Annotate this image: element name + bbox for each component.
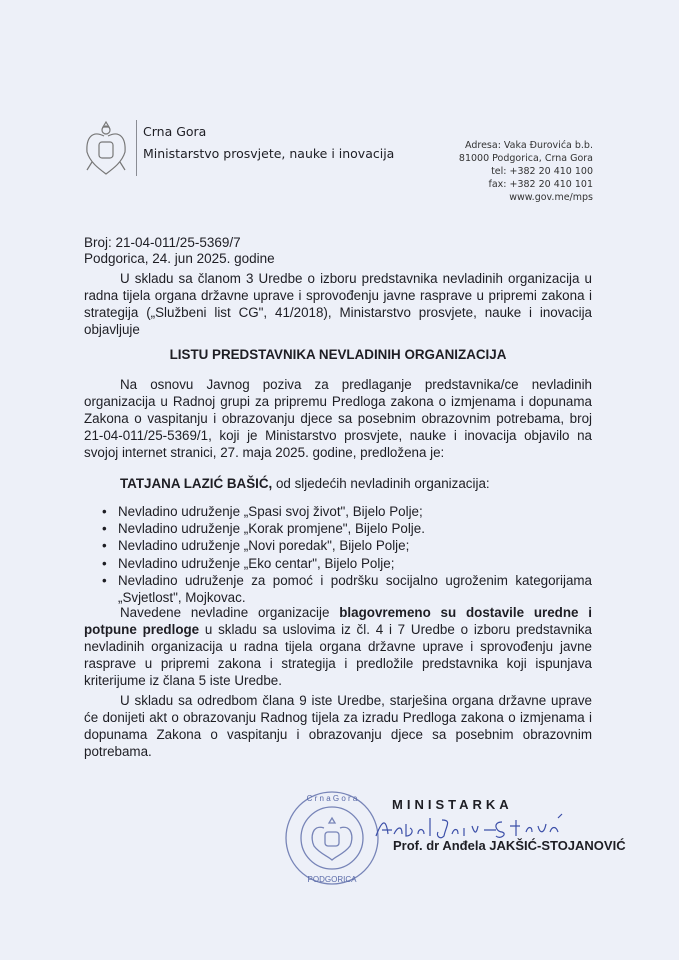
candidate-line [84, 475, 592, 492]
compliance-paragraph [84, 604, 592, 689]
compliance-end: u skladu sa uslovima iz čl. 4 i 7 Uredbe o izboru predstavnika nevladinih organizacija u radna tijela organa državne uprave i sprovođenju javne rasprave u pripremi zakona i strategija i predložile predstavnika koji ispunjava kriterijume iz člana 5 iste Uredbe. [84, 622, 592, 688]
organization-list [100, 503, 592, 606]
list-item: • Nevladino udruženje „Eko centar", Bijelo Polje; [100, 555, 592, 572]
phone-line: tel: +382 20 410 100 [491, 166, 593, 177]
address-block [459, 139, 593, 204]
basis-paragraph [84, 376, 592, 461]
signatory-name: Prof. dr Anđela JAKŠIĆ-STOJANOVIĆ [393, 838, 626, 853]
closing-paragraph [84, 692, 592, 760]
basis-text: Na osnovu Javnog poziva za predlaganje predstavnika/ce nevladinih organizacija u Radnoj grupi za pripremu Predloga zakona o izmjenama i dopunama Zakona o vaspitanju i obrazovanju djece sa posebnim obrazovnim potrebama, broj 21-04-011/25-5369/1, koji je Ministarstvo prosvjete, nauke i inovacija objavilo na svojoj internet stranici, 27. maja 2025. godine, predložena je: [84, 377, 592, 460]
compliance-start: Navedene nevladine organizacije [120, 605, 340, 620]
candidate-suffix: od sljedećih nevladinih organizacija: [272, 476, 490, 491]
official-stamp [282, 788, 382, 888]
list-item: • Nevladino udruženje „Novi poredak", Bijelo Polje; [100, 537, 592, 554]
signatory-role: MINISTARKA [392, 797, 513, 812]
candidate-name: TATJANA LAZIĆ BAŠIĆ, [120, 476, 273, 491]
place-date: Podgorica, 24. jun 2025. godine [84, 251, 275, 266]
list-item: • Nevladino udruženje „Korak promjene", Bijelo Polje. [100, 520, 592, 537]
intro-paragraph [84, 270, 592, 338]
svg-text:PODGORICA: PODGORICA [307, 875, 357, 884]
reference-block [84, 235, 275, 267]
coat-of-arms-logo [84, 118, 128, 178]
svg-text:C r n a G o r a: C r n a G o r a [306, 794, 358, 803]
header-divider [136, 120, 137, 176]
intro-text: U skladu sa članom 3 Uredbe o izboru predstavnika nevladinih organizacija u radna tijela organa državne uprave i sprovođenju javne rasprave u pripremi zakona i strategija („Službeni list CG", 41/2018), Ministarstvo prosvjete, nauke i inovacija objavljuje [84, 271, 592, 337]
compliance-bold: blagovremeno su dostavile uredne i potpune predloge [84, 605, 592, 637]
list-item: • Nevladino udruženje za pomoć i podršku socijalno ugroženim kategorijama „Svjetlost", Mojkovac. [100, 572, 592, 606]
ministry-name: Ministarstvo prosvjete, nauke i inovacija [143, 146, 395, 161]
website-link[interactable]: www.gov.me/mps [509, 192, 593, 203]
address-line: 81000 Podgorica, Crna Gora [458, 153, 593, 164]
reference-number: Broj: 21-04-011/25-5369/7 [84, 235, 241, 250]
country-name: Crna Gora [143, 124, 207, 139]
closing-text: U skladu sa odredbom člana 9 iste Uredbe, starješina organa državne uprave će donijeti akt o obrazovanju Radnog tijela za izradu Predloga zakona o izmjenama i dopunama Zakona o vaspitanju i obrazovanju djece sa posebnim obrazovnim potrebama. [84, 693, 592, 759]
address-line: Adresa: Vaka Đurovića b.b. [465, 140, 593, 151]
document-title: LISTU PREDSTAVNIKA NEVLADINIH ORGANIZACIJA [169, 347, 507, 362]
fax-line: fax: +382 20 410 101 [488, 179, 593, 190]
list-item: • Nevladino udruženje „Spasi svoj život", Bijelo Polje; [100, 503, 592, 520]
